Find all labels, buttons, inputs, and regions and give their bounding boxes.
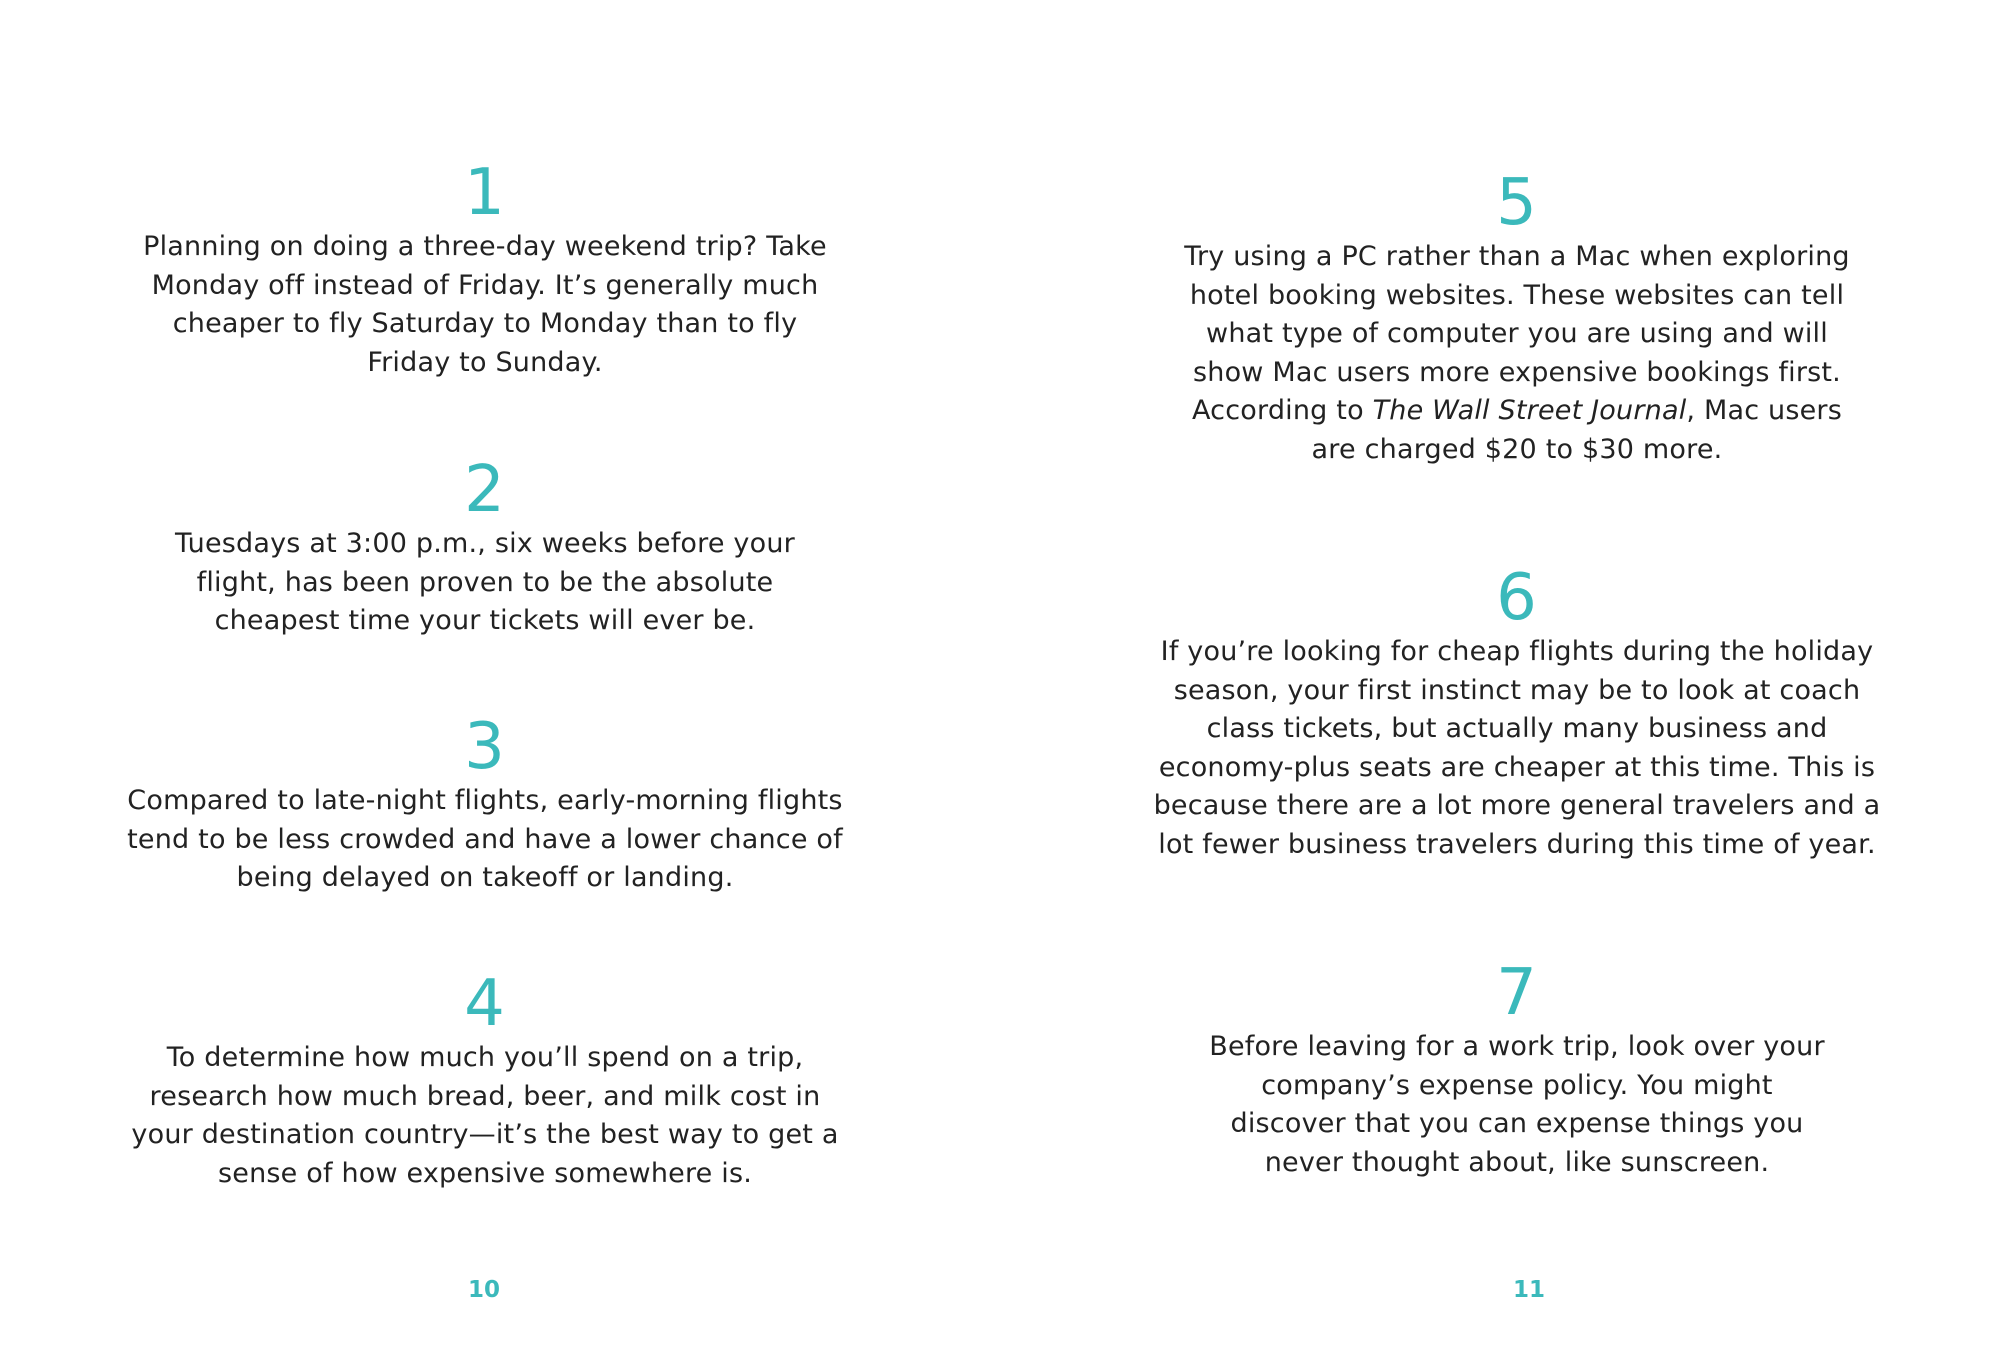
tip-number: 3	[464, 710, 506, 784]
tip-7	[1137, 958, 1897, 1182]
tip-3	[105, 712, 865, 898]
page-number: 10	[467, 1277, 500, 1303]
tip-text-part: , Mac users are charged $20 to $30 more.	[1311, 395, 1842, 465]
tip-number: 1	[464, 156, 506, 230]
tip-text-part: Try using a PC rather than a Mac when exploring hotel booking websites. These websites can tell what type of computer you are using and will show Mac users more expensive bookings first. According to	[1184, 241, 1850, 426]
publication-title: The Wall Street Journal	[1372, 395, 1687, 426]
tip-number: 4	[464, 967, 506, 1041]
tip-text: If you’re looking for cheap flights during the holiday season, your first instinct may be to look at coach class tickets, but actually many business and economy-plus seats are cheaper at this time. This is because there are a lot more general travelers and a lot fewer business travelers during this time of year.	[1153, 636, 1881, 860]
tip-2	[105, 455, 865, 641]
tip-6	[1137, 563, 1897, 864]
tip-number: 5	[1496, 166, 1538, 240]
tip-text	[1137, 238, 1897, 469]
tip-text: To determine how much you’ll spend on a trip, research how much bread, beer, and milk cost in your destination country—it’s the best way to get a sense of how expensive somewhere is.	[131, 1042, 839, 1189]
tip-4	[105, 969, 865, 1193]
right-page	[1000, 0, 2000, 1363]
tip-text: Tuesdays at 3:00 p.m., six weeks before your flight, has been proven to be the absolute cheapest time your tickets will ever be.	[175, 528, 795, 636]
tip-number: 7	[1496, 956, 1538, 1030]
tip-text: Planning on doing a three-day weekend trip? Take Monday off instead of Friday. It’s generally much cheaper to fly Saturday to Monday than to fly Friday to Sunday.	[143, 231, 827, 378]
tip-1	[105, 158, 865, 382]
tip-number: 2	[464, 453, 506, 527]
tip-text: Compared to late-night flights, early-morning flights tend to be less crowded and have a lower chance of being delayed on takeoff or landing.	[127, 785, 843, 893]
page-number: 11	[1512, 1277, 1545, 1303]
tip-5	[1137, 168, 1897, 469]
tip-number: 6	[1496, 561, 1538, 635]
tip-text: Before leaving for a work trip, look over your company’s expense policy. You might discover that you can expense things you never thought about, like sunscreen.	[1209, 1031, 1825, 1178]
